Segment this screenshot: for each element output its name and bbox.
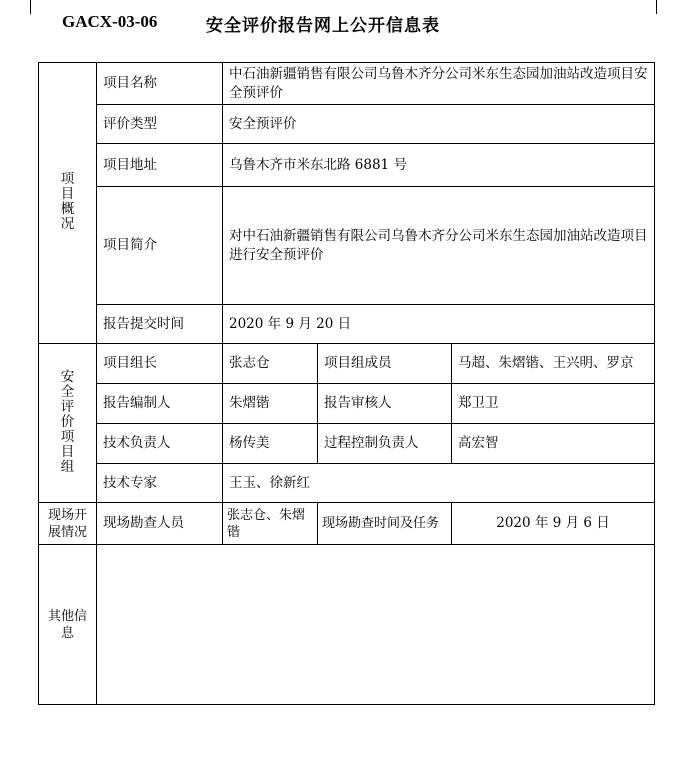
info-table — [38, 62, 655, 705]
row-intro — [39, 187, 655, 305]
value-process: 高宏智 — [452, 424, 655, 464]
label-author: 报告编制人 — [97, 384, 223, 424]
row-expert — [39, 464, 655, 503]
row-address — [39, 144, 655, 187]
form-code: GACX-03-06 — [62, 12, 158, 31]
row-site — [39, 503, 655, 545]
row-author — [39, 384, 655, 424]
value-reviewer: 郑卫卫 — [452, 384, 655, 424]
label-address: 项目地址 — [97, 144, 223, 187]
label-reviewer: 报告审核人 — [318, 384, 452, 424]
label-survey-time: 现场勘查时间及任务 — [318, 503, 452, 545]
value-submit-time: 2020 年 9 月 20 日 — [223, 305, 655, 344]
section-overview-label: 项目概况 — [60, 171, 75, 232]
label-eval-type: 评价类型 — [97, 105, 223, 144]
label-expert: 技术专家 — [97, 464, 223, 503]
value-surveyor: 张志仓、朱熠锴 — [223, 503, 318, 545]
row-eval-type — [39, 105, 655, 144]
value-tech: 杨传美 — [223, 424, 318, 464]
section-site-label: 现场开展情况 — [39, 503, 97, 545]
row-other — [39, 545, 655, 705]
value-intro: 对中石油新疆销售有限公司乌鲁木齐分公司米东生态园加油站改造项目进行安全预评价 — [223, 187, 655, 305]
row-submit-time — [39, 305, 655, 344]
label-surveyor: 现场勘查人员 — [97, 503, 223, 545]
value-author: 朱熠锴 — [223, 384, 318, 424]
row-tech — [39, 424, 655, 464]
label-process: 过程控制负责人 — [318, 424, 452, 464]
document-title: 安全评价报告网上公开信息表 — [206, 16, 440, 36]
value-address: 乌鲁木齐市米东北路 6881 号 — [223, 144, 655, 187]
row-leader — [39, 344, 655, 384]
label-project-name: 项目名称 — [97, 63, 223, 105]
section-other-label: 其他信息 — [39, 545, 97, 705]
value-expert: 王玉、徐新红 — [223, 464, 655, 503]
label-intro: 项目简介 — [97, 187, 223, 305]
section-overview — [39, 63, 97, 344]
value-other — [97, 545, 655, 705]
label-members: 项目组成员 — [318, 344, 452, 384]
value-project-name: 中石油新疆销售有限公司乌鲁木齐分公司米东生态园加油站改造项目安全预评价 — [223, 63, 655, 105]
value-leader: 张志仓 — [223, 344, 318, 384]
document-header — [0, 0, 695, 50]
label-tech: 技术负责人 — [97, 424, 223, 464]
section-team-label: 安全评价项目组 — [60, 368, 75, 475]
value-members: 马超、朱熠锴、王兴明、罗京 — [452, 344, 655, 384]
label-submit-time: 报告提交时间 — [97, 305, 223, 344]
value-survey-time: 2020 年 9 月 6 日 — [452, 503, 655, 545]
label-leader: 项目组长 — [97, 344, 223, 384]
value-eval-type: 安全预评价 — [223, 105, 655, 144]
row-project-name — [39, 63, 655, 105]
section-team — [39, 344, 97, 503]
